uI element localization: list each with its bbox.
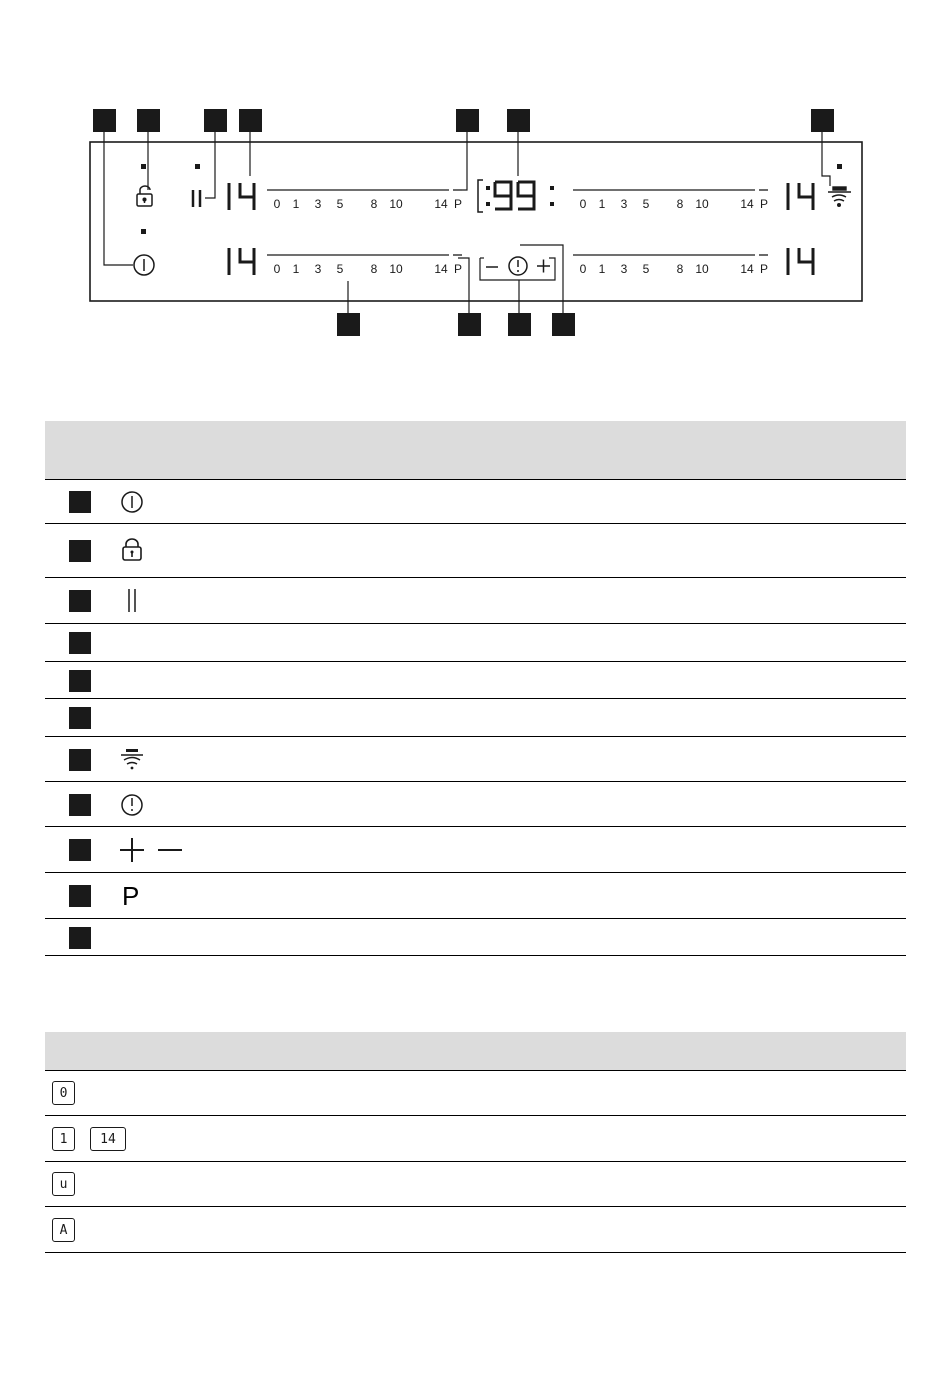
lock-icon xyxy=(118,536,148,571)
control-panel-diagram xyxy=(0,0,950,345)
callout-marker xyxy=(69,794,91,816)
display-symbol-badge: 0 xyxy=(52,1081,75,1105)
symbols-table-row xyxy=(45,578,906,624)
zone-scale-4[interactable] xyxy=(573,255,768,276)
callout-marker xyxy=(69,540,91,562)
timer-display xyxy=(478,180,554,212)
display-symbol-badge: 1 xyxy=(52,1127,75,1151)
symbols-table-row xyxy=(45,919,906,956)
symbols-table-row xyxy=(45,624,906,662)
boost-label: P xyxy=(453,262,463,276)
power-icon xyxy=(134,255,154,275)
callout-5 xyxy=(456,109,479,132)
display-table-header xyxy=(45,1032,906,1070)
scale-label: 5 xyxy=(642,262,650,276)
callout-3 xyxy=(204,109,227,132)
symbols-table-row xyxy=(45,873,906,919)
scale-label: 14 xyxy=(434,197,448,211)
scale-label: 14 xyxy=(740,197,754,211)
scale-label: 1 xyxy=(598,262,606,276)
symbols-table-row xyxy=(45,737,906,782)
panel-frame xyxy=(90,142,862,301)
boost-P-icon: P xyxy=(122,881,140,911)
callout-11 xyxy=(552,313,575,336)
scale-label: 5 xyxy=(336,197,344,211)
scale-label: 1 xyxy=(292,262,300,276)
callout-2 xyxy=(137,109,160,132)
symbols-table-row xyxy=(45,782,906,827)
timer-controls xyxy=(480,257,555,280)
zone-display-top-left xyxy=(229,183,254,210)
scale-label: 8 xyxy=(676,197,684,211)
callout-marker xyxy=(69,749,91,771)
zone-display-bottom-right xyxy=(788,248,813,275)
display-table-row xyxy=(45,1116,906,1162)
scale-label: 5 xyxy=(336,262,344,276)
scale-label: 8 xyxy=(676,262,684,276)
callout-marker xyxy=(69,707,91,729)
scale-label: 3 xyxy=(620,262,628,276)
display-symbol-badge: A xyxy=(52,1218,75,1242)
scale-label: 10 xyxy=(389,197,403,211)
callout-marker xyxy=(69,670,91,692)
scale-label: 0 xyxy=(273,197,281,211)
timer-icon xyxy=(118,790,148,825)
scale-label: 1 xyxy=(292,197,300,211)
scale-label: 3 xyxy=(314,197,322,211)
display-table-row xyxy=(45,1161,906,1207)
callout-marker xyxy=(69,590,91,612)
symbols-table-row xyxy=(45,662,906,699)
boost-label: P xyxy=(759,197,769,211)
scale-label: 14 xyxy=(434,262,448,276)
plus-minus-icon xyxy=(118,835,188,870)
callout-1 xyxy=(93,109,116,132)
scale-label: 14 xyxy=(740,262,754,276)
zone-scale-3[interactable] xyxy=(573,190,768,211)
boost-label: P xyxy=(453,197,463,211)
callout-marker xyxy=(69,839,91,861)
symbols-table-row xyxy=(45,524,906,578)
scale-label: 1 xyxy=(598,197,606,211)
power-icon xyxy=(118,487,148,522)
callout-10 xyxy=(508,313,531,336)
callouts-top xyxy=(93,109,834,132)
hob2hood-icon xyxy=(828,187,851,206)
scale-label: 10 xyxy=(389,262,403,276)
scale-label: 0 xyxy=(273,262,281,276)
symbols-table-row xyxy=(45,479,906,524)
pause-icon xyxy=(193,190,200,207)
hob2hood-icon xyxy=(118,745,148,780)
scale-label: 8 xyxy=(370,197,378,211)
scale-label: 0 xyxy=(579,262,587,276)
scale-label: 10 xyxy=(695,262,709,276)
scale-label: 10 xyxy=(695,197,709,211)
display-symbol-badge: u xyxy=(52,1172,75,1196)
scale-label: 5 xyxy=(642,197,650,211)
display-symbol-badge: 14 xyxy=(90,1127,126,1151)
symbols-table-row xyxy=(45,699,906,737)
display-table-row xyxy=(45,1207,906,1253)
pause-icon xyxy=(118,586,148,621)
callout-marker xyxy=(69,927,91,949)
callout-8 xyxy=(337,313,360,336)
callout-marker xyxy=(69,885,91,907)
scale-label: 3 xyxy=(620,197,628,211)
scale-label: 3 xyxy=(314,262,322,276)
symbols-table-header xyxy=(45,421,906,479)
display-table-row xyxy=(45,1070,906,1116)
callout-4 xyxy=(239,109,262,132)
zone-display-bottom-left xyxy=(229,248,254,275)
zone-scale-1[interactable] xyxy=(267,190,462,211)
callout-marker xyxy=(69,491,91,513)
boost-label: P xyxy=(759,262,769,276)
zone-scale-2[interactable] xyxy=(267,255,462,276)
zone-display-top-right xyxy=(788,183,813,210)
callout-7 xyxy=(811,109,834,132)
scale-label: 8 xyxy=(370,262,378,276)
scale-label: 0 xyxy=(579,197,587,211)
leader-lines xyxy=(104,132,830,313)
callouts-bottom xyxy=(337,313,575,336)
callout-6 xyxy=(507,109,530,132)
callout-marker xyxy=(69,632,91,654)
indicator-dots xyxy=(141,164,842,234)
lock-icon xyxy=(137,186,152,206)
callout-9 xyxy=(458,313,481,336)
